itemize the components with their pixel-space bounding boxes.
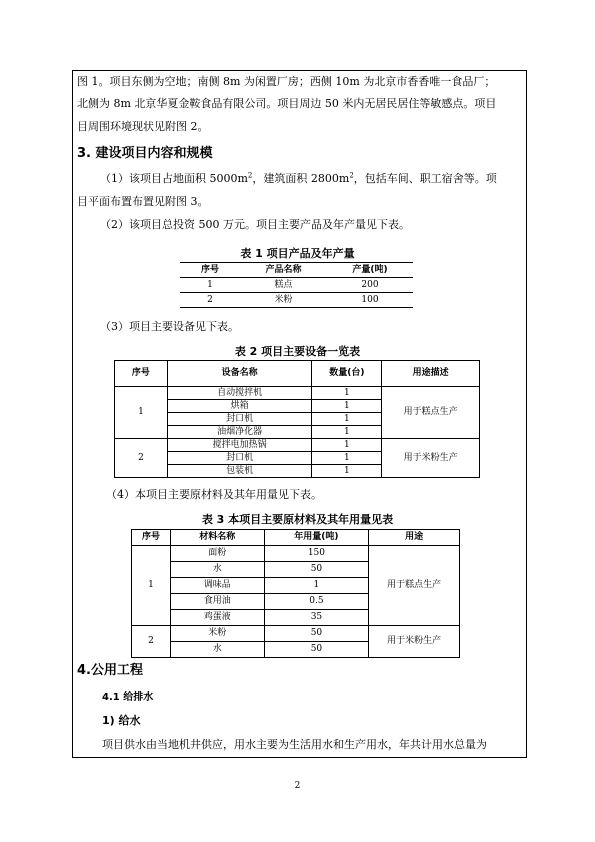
table-1-cell: 100 [327, 293, 413, 308]
table-1-products [180, 262, 413, 308]
table-3-group-use: 用于米粉生产 [369, 626, 460, 658]
table-1-cell: 糕点 [240, 278, 327, 293]
table-3-group-use: 用于糕点生产 [369, 546, 460, 626]
table-1-cell: 米粉 [240, 293, 327, 308]
table-3-group-number: 1 [132, 546, 171, 626]
table-3-cell: 鸡蛋液 [170, 610, 264, 626]
section-3-para-1-line-2: 目平面布置布置见附图 3。 [77, 195, 209, 208]
table-3-header: 年用量(吨) [264, 530, 369, 546]
table-1-header: 序号 [180, 263, 240, 278]
table-3-cell: 1 [264, 578, 369, 594]
table-3-cell: 米粉 [170, 626, 264, 642]
table-3-cell: 食用油 [170, 594, 264, 610]
section-3-heading: 3. 建设项目内容和规模 [77, 146, 213, 161]
page-number: 2 [294, 781, 301, 791]
intro-line-1: 图 1。项目东侧为空地；南侧 8m 为闲置厂房；西侧 10m 为北京市香香唯一食品厂； [77, 75, 496, 88]
table-2-cell: 1 [312, 413, 382, 426]
intro-line-2: 北侧为 8m 北京华夏金鞍食品有限公司。项目周边 50 米内无居民居住等敏感点。项目 [77, 97, 497, 110]
table-3-caption: 表 3 本项目主要原材料及其年用量见表 [201, 513, 394, 526]
table-1-cell: 1 [180, 278, 240, 293]
table-2-cell: 烘箱 [167, 400, 312, 413]
table-2-cell: 包装机 [167, 465, 312, 478]
table-2-cell: 1 [312, 439, 382, 452]
table-3-cell: 50 [264, 626, 369, 642]
table-2-group-use: 用于糕点生产 [382, 387, 480, 439]
table-1-cell: 200 [327, 278, 413, 293]
table-2-cell: 油烟净化器 [167, 426, 312, 439]
table-2-header: 用途描述 [382, 361, 480, 387]
table-3-cell: 水 [170, 642, 264, 658]
table-3-header: 材料名称 [170, 530, 264, 546]
section-4-para-1: 项目供水由当地机井供应，用水主要为生活用水和生产用水，年共计用水总量为 [102, 738, 487, 751]
table-1-header: 产品名称 [240, 263, 327, 278]
table-3-materials [131, 529, 460, 658]
table-3-cell: 水 [170, 562, 264, 578]
table-2-cell: 封口机 [167, 452, 312, 465]
section-3-para-4: （4）本项目主要原材料及其年用量见下表。 [106, 488, 322, 501]
table-2-cell: 1 [312, 452, 382, 465]
section-3-para-3: （3）项目主要设备见下表。 [100, 320, 239, 333]
table-1-cell: 2 [180, 293, 240, 308]
table-3-header: 用途 [369, 530, 460, 546]
table-2-header: 设备名称 [167, 361, 312, 387]
table-3-cell: 150 [264, 546, 369, 562]
table-2-cell: 1 [312, 400, 382, 413]
table-2-cell: 自动搅拌机 [167, 387, 312, 400]
intro-line-3: 目周围环境现状见附图 2。 [77, 120, 209, 133]
table-3-group-number: 2 [132, 626, 171, 658]
subsection-water-supply-heading: 1) 给水 [102, 714, 141, 727]
table-2-group-number: 2 [115, 439, 168, 478]
table-2-group-number: 1 [115, 387, 168, 439]
table-3-cell: 50 [264, 642, 369, 658]
table-2-cell: 1 [312, 387, 382, 400]
table-2-cell: 1 [312, 426, 382, 439]
table-1-caption: 表 1 项目产品及年产量 [240, 247, 355, 260]
table-1-header: 产量(吨) [327, 263, 413, 278]
table-2-equipment [114, 360, 480, 478]
table-2-header: 序号 [115, 361, 168, 387]
table-2-caption: 表 2 项目主要设备一览表 [234, 345, 361, 358]
table-2-cell: 1 [312, 465, 382, 478]
table-2-group-use: 用于米粉生产 [382, 439, 480, 478]
section-3-para-2: （2）该项目总投资 500 万元。项目主要产品及年产量见下表。 [100, 218, 410, 231]
table-3-cell: 面粉 [170, 546, 264, 562]
section-4-heading: 4.公用工程 [77, 663, 143, 678]
table-2-cell: 搅拌电加热锅 [167, 439, 312, 452]
table-2-header: 数量(台) [312, 361, 382, 387]
subsection-4-1-heading: 4.1 给排水 [102, 692, 154, 703]
table-3-header: 序号 [132, 530, 171, 546]
table-3-cell: 0.5 [264, 594, 369, 610]
table-3-cell: 50 [264, 562, 369, 578]
table-2-cell: 封口机 [167, 413, 312, 426]
section-3-para-1-line-1: （1）该项目占地面积 $5000m^2$，建筑面积 $2800m^2$，包括车间、职工宿舍等。项 [100, 171, 497, 185]
table-3-cell: 调味品 [170, 578, 264, 594]
table-3-cell: 35 [264, 610, 369, 626]
